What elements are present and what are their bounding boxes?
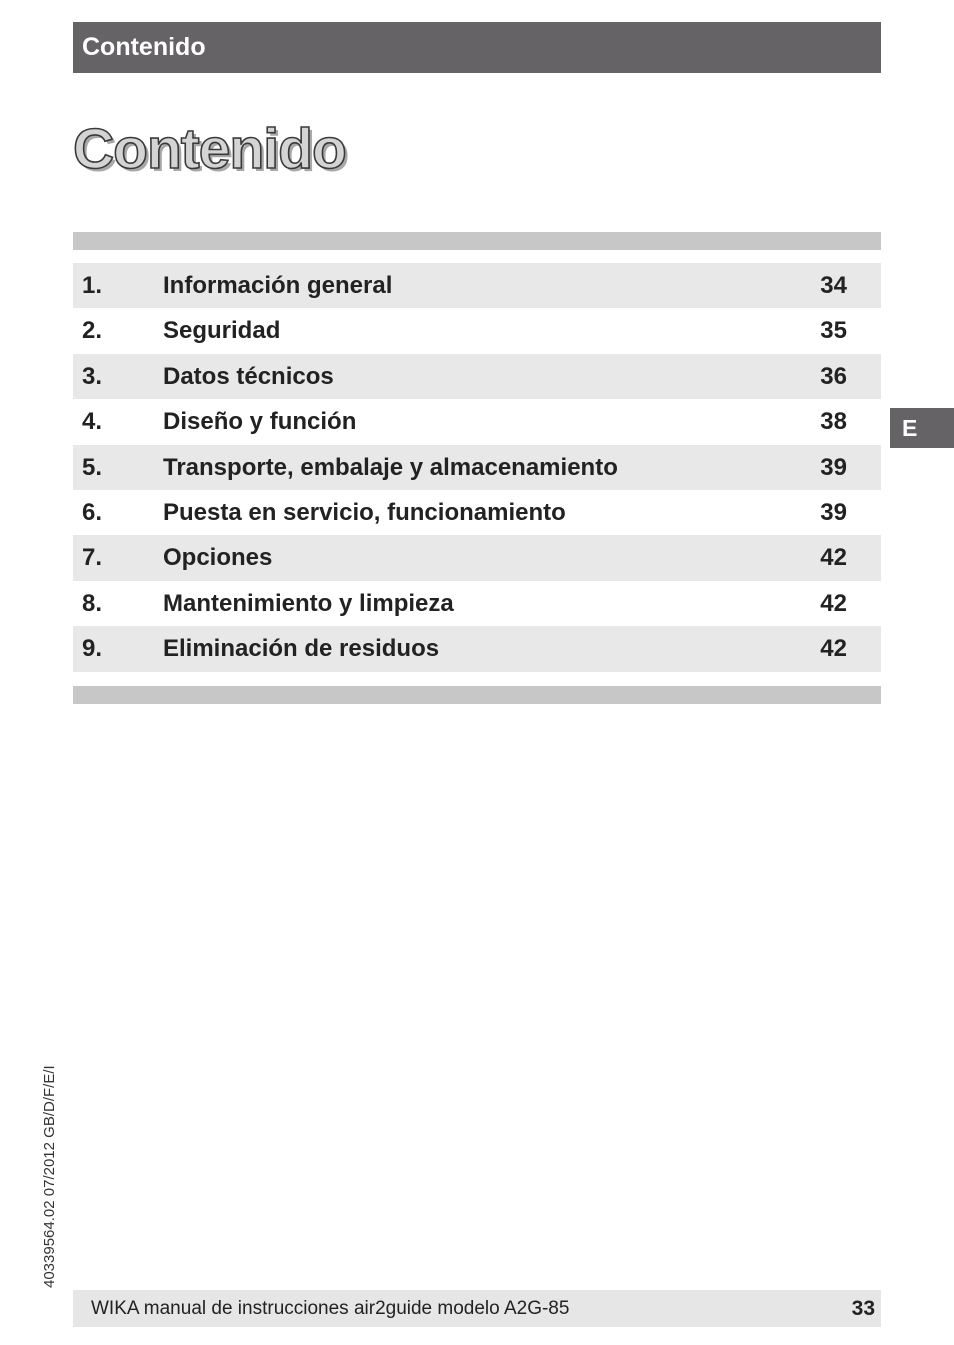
document-code: 40339564.02 07/2012 GB/D/F/E/I — [41, 1065, 58, 1288]
toc-bottom-rule — [73, 686, 881, 704]
page-title: Contenido — [73, 117, 346, 181]
toc-entry-page: 39 — [820, 498, 847, 526]
table-of-contents — [73, 263, 881, 672]
toc-entry-title: Datos técnicos — [163, 362, 334, 390]
toc-entry-number: 2. — [82, 317, 103, 345]
toc-entry-number: 1. — [82, 272, 103, 299]
toc-entry-title: Puesta en servicio, funcionamiento — [163, 498, 566, 526]
toc-entry-title: Mantenimiento y limpieza — [163, 589, 454, 617]
language-tab-label: E — [902, 415, 918, 441]
toc-entry-page: 35 — [820, 317, 847, 345]
toc-entry-opciones[interactable] — [73, 535, 881, 580]
toc-entry-page: 34 — [820, 272, 847, 299]
toc-entry-page: 42 — [820, 589, 847, 617]
toc-entry-seguridad[interactable] — [73, 308, 881, 353]
footer-text: WIKA manual de instrucciones air2guide modelo A2G-85 — [91, 1298, 570, 1319]
toc-entry-eliminacion-de-residuos[interactable] — [73, 626, 881, 671]
section-header-bar — [73, 22, 881, 73]
toc-entry-page: 42 — [820, 635, 847, 663]
toc-entry-title: Diseño y función — [163, 408, 357, 436]
toc-entry-number: 8. — [82, 589, 103, 617]
toc-entry-puesta-en-servicio[interactable] — [73, 490, 881, 535]
toc-entry-datos-tecnicos[interactable] — [73, 354, 881, 399]
toc-entry-title: Seguridad — [163, 317, 281, 345]
toc-entry-page: 36 — [820, 362, 847, 390]
toc-entry-title: Opciones — [163, 544, 273, 572]
toc-entry-page: 42 — [820, 544, 847, 572]
toc-entry-mantenimiento[interactable] — [73, 581, 881, 626]
toc-entry-title: Eliminación de residuos — [163, 635, 440, 663]
toc-entry-number: 3. — [82, 362, 103, 390]
toc-top-rule — [73, 232, 881, 250]
toc-entry-page: 38 — [820, 408, 847, 436]
toc-entry-informacion-general[interactable] — [73, 263, 881, 308]
toc-entry-page: 39 — [820, 453, 847, 481]
footer-bar — [73, 1290, 881, 1327]
toc-entry-number: 6. — [82, 498, 103, 526]
toc-entry-number: 5. — [82, 453, 103, 481]
toc-entry-number: 7. — [82, 544, 103, 572]
toc-entry-title: Transporte, embalaje y almacenamiento — [163, 453, 618, 481]
toc-entry-title: Información general — [163, 272, 393, 299]
toc-entry-transporte[interactable] — [73, 445, 881, 490]
toc-entry-diseno-y-funcion[interactable] — [73, 399, 881, 444]
toc-entry-number: 4. — [82, 408, 103, 436]
language-tab[interactable] — [890, 408, 954, 448]
page-number: 33 — [851, 1297, 875, 1320]
toc-entry-number: 9. — [82, 635, 103, 663]
section-header-title: Contenido — [82, 33, 206, 61]
